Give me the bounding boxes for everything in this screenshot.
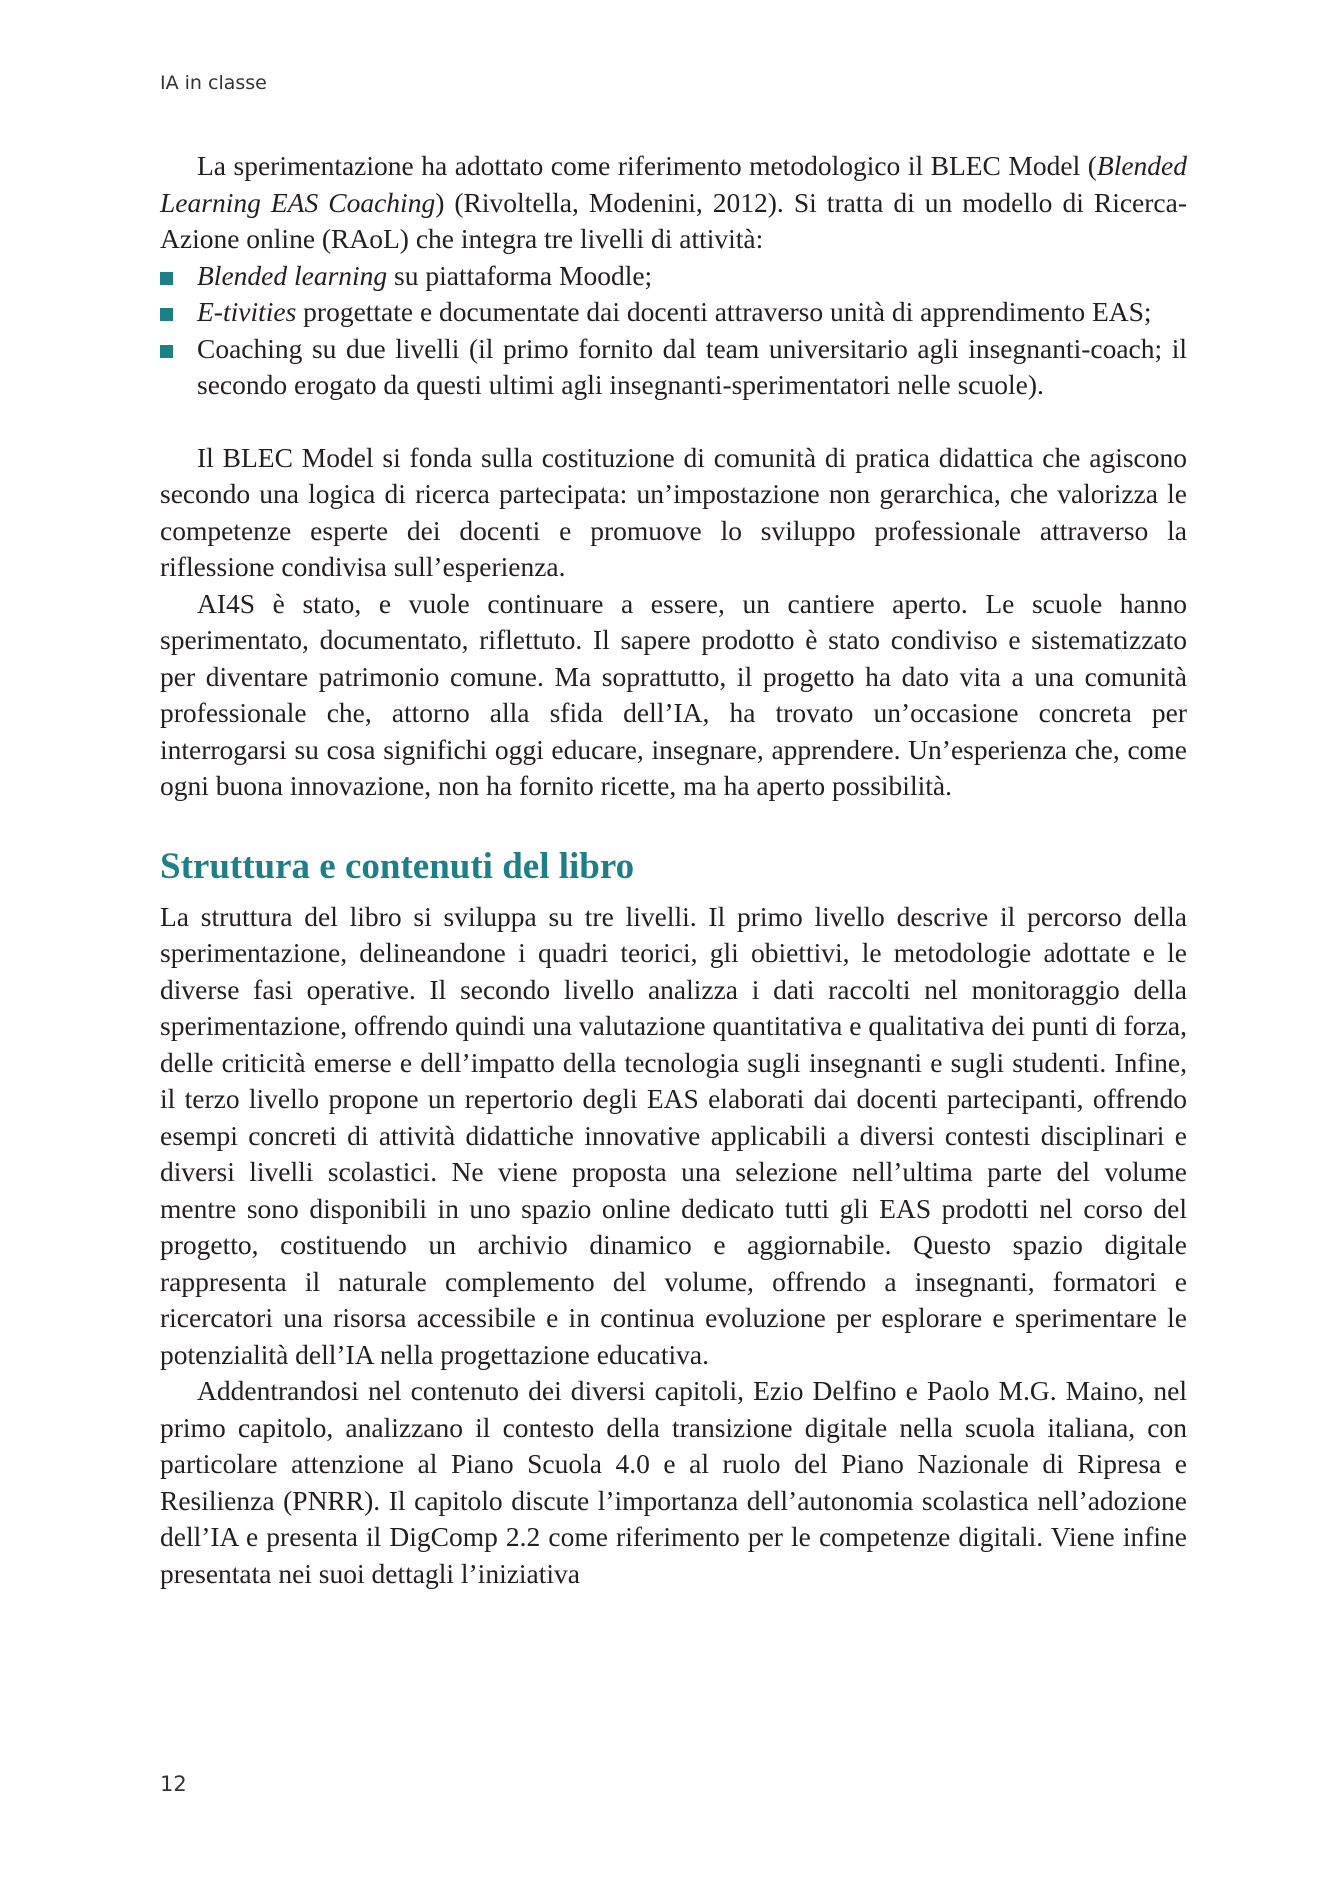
list-item-italic: Blended learning xyxy=(197,259,388,291)
list-item-italic: E-tivities xyxy=(197,296,297,327)
square-bullet-icon xyxy=(160,308,173,321)
list-item-text: Coaching su due livelli (il primo fornito dal team universitario agli insegnanti-coach; il secondo erogato da questi ultimi agli insegnanti-sperimentatori nelle scuole). xyxy=(197,332,1187,400)
page-number: 12 xyxy=(160,1772,187,1796)
intro-paragraph-3: AI4S è stato, e vuole continuare a essere, un cantiere aperto. Le scuole hanno sperimentato, documentato, riflettuto. Il sapere prodotto è stato condiviso e sistematizzato per diventare patrimonio comune. Ma soprattutto, il progetto ha dato vita a una comunità professionale che, attorno alla sfida dell’IA, ha trovato un’occasione concreta per interrogarsi su cosa significhi oggi educare, insegnare, apprendere. Un’esperienza che, come ogni buona innovazione, non ha fornito ricette, ma ha aperto possibilità. xyxy=(160,587,1187,801)
intro-paragraph-1 xyxy=(160,148,1187,258)
intro-p1-b: ) (Rivoltella, Modenini, 2012). Si tratta di un modello di Ricerca-Azione online (RAoL) che integra tre livelli di attività: xyxy=(160,186,1187,254)
list-item xyxy=(160,294,1187,331)
square-bullet-icon xyxy=(160,272,173,285)
list-item xyxy=(160,258,1187,295)
square-bullet-icon xyxy=(160,345,173,358)
intro-p1-italic: Blended Learning EAS Coaching xyxy=(160,150,1187,218)
running-head: IA in classe xyxy=(160,72,267,94)
section-paragraph-2: Addentrandosi nel contenuto dei diversi capitoli, Ezio Delfino e Paolo M.G. Maino, nel primo capitolo, analizzano il contesto della transizione digitale nella scuola italiana, con particolare attenzione al Piano Scuola 4.0 e al ruolo del Piano Nazionale di Ripresa e Resilienza (PNRR). Il capitolo discute l’importanza dell’autonomia scolastica nell’adozione dell’IA e presenta il DigComp 2.2 come riferimento per le competenze digitali. Viene infine presentata nei suoi dettagli l’iniziativa xyxy=(160,1375,1187,1589)
activity-levels-list xyxy=(160,258,1187,404)
body-text xyxy=(160,148,1187,1592)
list-item-text: progettate e documentate dai docenti attraverso unità di apprendimento EAS; xyxy=(296,296,1152,327)
intro-p1-a: La sperimentazione ha adottato come riferimento metodologico il BLEC Model ( xyxy=(197,150,1097,181)
list-item-text: su piattaforma Moodle; xyxy=(387,259,653,291)
intro-paragraph-2: Il BLEC Model si fonda sulla costituzione di comunità di pratica didattica che agiscono secondo una logica di ricerca partecipata: un’impostazione non gerarchica, che valorizza le competenze esperte dei docenti e promuove lo sviluppo professionale attraverso la riflessione condivisa sull’esperienza. xyxy=(160,441,1187,582)
section-paragraph-1: La struttura del libro si sviluppa su tre livelli. Il primo livello descrive il percorso della sperimentazione, delineandone i quadri teorici, gli obiettivi, le metodologie adottate e le diverse fasi operative. Il secondo livello analizza i dati raccolti nel monitoraggio della sperimentazione, offrendo quindi una valutazione quantitativa e qualitativa dei punti di forza, delle criticità emerse e dell’impatto della tecnologia sugli insegnanti e sugli studenti. Infine, il terzo livello propone un repertorio degli EAS elaborati dai docenti partecipanti, offrendo esempi concreti di attività didattiche innovative applicabili a diversi contesti disciplinari e diversi livelli scolastici. Ne viene proposta una selezione nell’ultima parte del volume mentre sono disponibili in uno spazio online dedicato tutti gli EAS prodotti nel corso del progetto, costituendo un archivio dinamico e aggiornabile. Questo spazio digitale rappresenta il naturale complemento del volume, offrendo a insegnanti, formatori e ricercatori una risorsa accessibile e in continua evoluzione per esplorare e sperimentare le potenzialità dell’IA nella progettazione educativa. xyxy=(160,900,1187,1370)
section-heading: Struttura e contenuti del libro xyxy=(160,845,635,887)
list-item xyxy=(160,331,1187,404)
